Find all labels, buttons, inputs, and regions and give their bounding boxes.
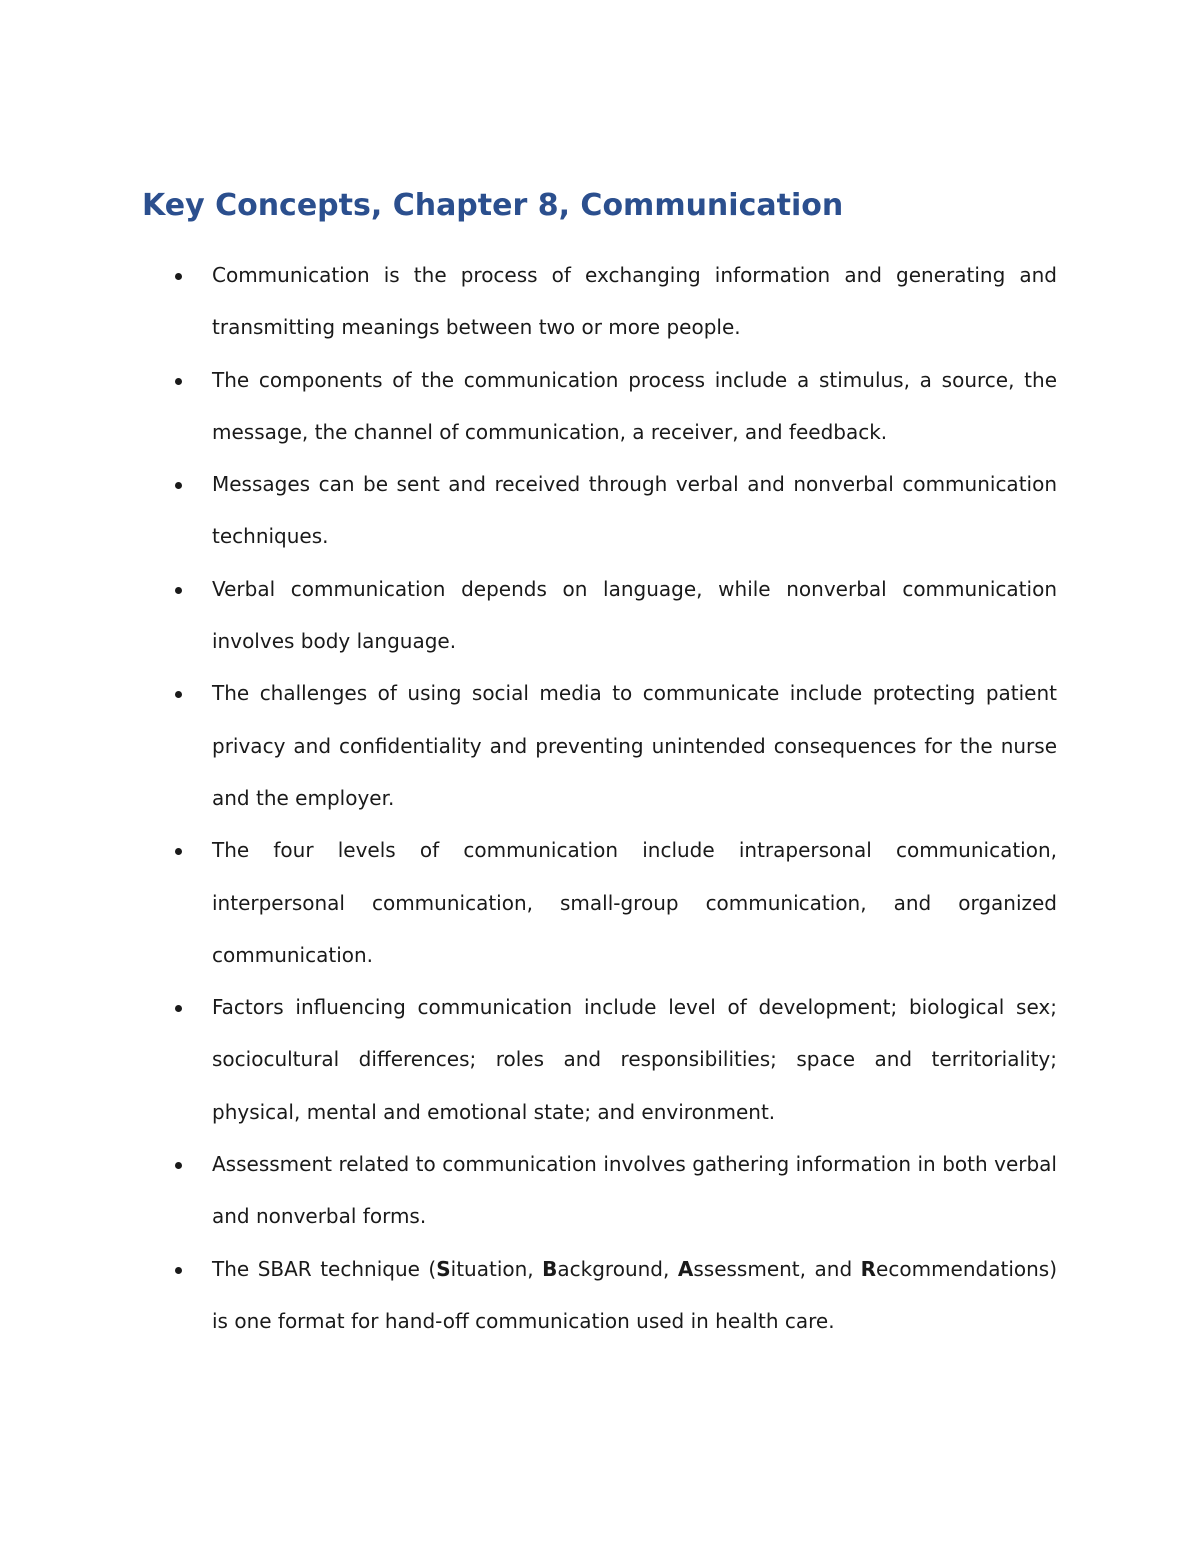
sbar-word-situation: ituation, <box>450 1256 543 1281</box>
bullet-icon <box>175 691 182 698</box>
sbar-letter-s: S <box>436 1256 451 1281</box>
list-item-text: Verbal communication depends on language, while nonverbal communication involves body language. <box>212 576 1057 654</box>
key-concepts-list <box>0 249 1200 1347</box>
sbar-prefix: The SBAR technique ( <box>212 1256 437 1281</box>
list-item <box>0 1138 1200 1243</box>
list-item-text: Communication is the process of exchanging information and generating and transmitting meanings between two or more people. <box>212 263 1057 340</box>
list-item-text: The challenges of using social media to communicate include protecting patient privacy and confidentiality and preventing unintended consequences for the nurse and the employer. <box>212 681 1057 810</box>
list-item-text: Messages can be sent and received through verbal and nonverbal communication techniques. <box>212 472 1057 549</box>
bullet-icon <box>175 378 182 385</box>
sbar-word-background: ackground, <box>557 1256 678 1281</box>
list-item <box>0 354 1200 459</box>
sbar-word-recommendations: ecommendations) is one format for hand-off communication used in health care. <box>212 1256 1058 1333</box>
bullet-icon <box>175 273 182 280</box>
sbar-item-text <box>212 1243 1057 1348</box>
list-item-text: Assessment related to communication involves gathering information in both verbal and nonverbal forms. <box>212 1152 1057 1229</box>
list-item <box>0 249 1200 354</box>
list-item <box>0 563 1200 668</box>
sbar-letter-r: R <box>860 1256 877 1281</box>
sbar-word-assessment: ssessment, and <box>693 1256 861 1281</box>
list-item <box>0 824 1200 981</box>
bullet-icon <box>175 482 182 489</box>
list-item-text: The four levels of communication include intrapersonal communication, interpersonal communication, small-group communication, and organized communication. <box>212 838 1057 967</box>
bullet-icon <box>175 1005 182 1012</box>
bullet-icon <box>175 848 182 855</box>
list-item-text: Factors influencing communication include level of development; biological sex; sociocultural differences; roles and responsibilities; space and territoriality; physical, mental and emotional state; and environment. <box>212 995 1057 1124</box>
document-title: Key Concepts, Chapter 8, Communication <box>142 188 844 223</box>
bullet-icon <box>175 587 182 594</box>
list-item-text: The components of the communication process include a stimulus, a source, the message, the channel of communication, a receiver, and feedback. <box>212 367 1057 444</box>
list-item-sbar <box>0 1243 1200 1348</box>
list-item <box>0 667 1200 824</box>
list-item <box>0 458 1200 563</box>
list-item <box>0 981 1200 1138</box>
sbar-letter-b: B <box>542 1256 558 1281</box>
sbar-letter-a: A <box>677 1256 694 1281</box>
bullet-icon <box>175 1162 182 1169</box>
bullet-icon <box>175 1267 182 1274</box>
